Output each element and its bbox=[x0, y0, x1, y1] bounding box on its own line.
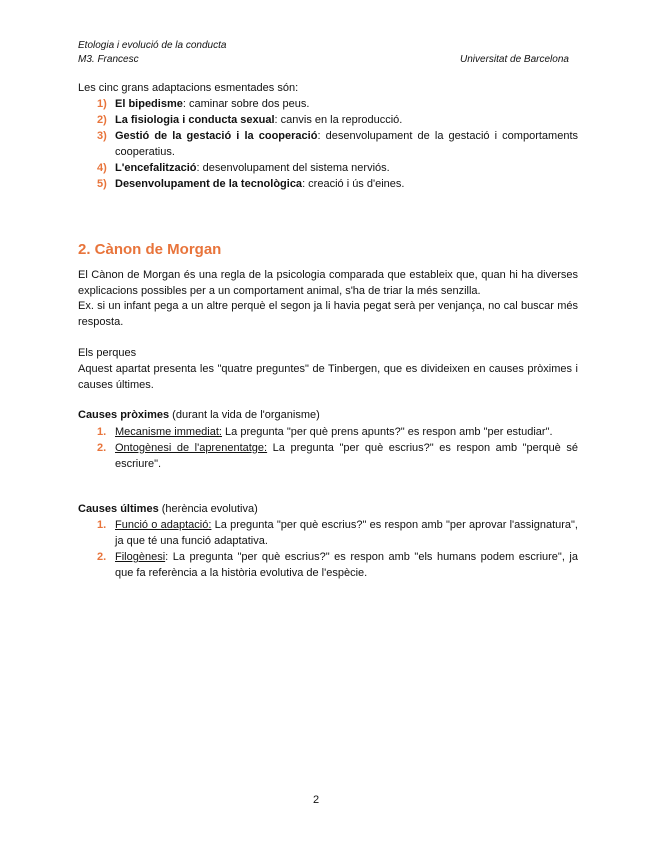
list-text: : La pregunta "per què escrius?" es respon amb "els humans podem escriure", ja que fa referència a la història evolutiva de l'espècie. bbox=[115, 551, 578, 579]
list-term: Filogènesi bbox=[115, 551, 166, 563]
subheading-title: Causes últimes bbox=[78, 503, 159, 515]
list-term: La fisiologia i conducta sexual bbox=[115, 114, 275, 126]
list-item bbox=[78, 176, 578, 192]
subheading-proximate bbox=[78, 407, 320, 423]
adaptations-list bbox=[78, 96, 578, 192]
list-number: 4) bbox=[97, 162, 107, 174]
list-item bbox=[78, 128, 578, 160]
page-number: 2 bbox=[313, 794, 320, 806]
header-course-title: Etologia i evolució de la conducta bbox=[78, 40, 227, 51]
list-number: 2) bbox=[97, 114, 107, 126]
subheading-title: Causes pròximes bbox=[78, 409, 170, 421]
paragraph-definition: El Cànon de Morgan és una regla de la psicologia comparada que estableix que, quan hi ha diverses explicacions possibles per a un comportament animal, s'ha de triar la més senzilla. bbox=[78, 269, 578, 297]
list-item bbox=[78, 96, 578, 112]
list-item bbox=[78, 549, 578, 581]
header-author: M3. Francesc bbox=[78, 54, 139, 65]
list-number: 2. bbox=[97, 551, 107, 563]
header-university: Universitat de Barcelona bbox=[460, 54, 569, 65]
paragraph-label: Els perques bbox=[78, 347, 137, 359]
list-item bbox=[78, 440, 578, 472]
list-term: Mecanisme immediat: bbox=[115, 426, 222, 438]
list-text: La pregunta "per què prens apunts?" es respon amb "per estudiar". bbox=[221, 426, 553, 438]
intro-text: Les cinc grans adaptacions esmentades són: bbox=[78, 82, 299, 94]
list-item bbox=[78, 424, 578, 440]
list-number: 2. bbox=[97, 442, 107, 454]
list-term: Desenvolupament de la tecnològica bbox=[115, 178, 303, 190]
list-item bbox=[78, 160, 578, 176]
list-text: La pregunta "per què escrius?" es respon amb "per aprovar l'assignatura", ja que té una funció adaptativa. bbox=[115, 519, 578, 547]
list-item bbox=[78, 517, 578, 549]
list-number: 1) bbox=[97, 98, 107, 110]
paragraph-tinbergen: Aquest apartat presenta les "quatre preguntes" de Tinbergen, que es divideixen en causes pròximes i causes últimes. bbox=[78, 363, 578, 391]
list-text: : creació i ús d'eines. bbox=[302, 178, 405, 190]
list-term: El bipedisme bbox=[115, 98, 183, 110]
list-item bbox=[78, 112, 578, 128]
subheading-note: (durant la vida de l'organisme) bbox=[169, 409, 320, 421]
list-term: Ontogènesi de l'aprenentatge: bbox=[115, 442, 268, 454]
list-text: La pregunta "per què escrius?" es respon amb "perquè sé escriure". bbox=[115, 442, 578, 470]
paragraph-example: Ex. si un infant pega a un altre perquè el segon ja li havia pegat serà per venjança, no cal buscar més resposta. bbox=[78, 300, 578, 328]
ultimate-causes-list bbox=[78, 517, 578, 581]
list-term: Funció o adaptació: bbox=[115, 519, 212, 531]
list-text: : desenvolupament de la gestació i comportaments cooperatius. bbox=[115, 130, 578, 158]
list-number: 5) bbox=[97, 178, 107, 190]
list-text: : caminar sobre dos peus. bbox=[182, 98, 310, 110]
section-heading: 2. Cànon de Morgan bbox=[78, 241, 222, 258]
list-term: Gestió de la gestació i la cooperació bbox=[115, 130, 318, 142]
list-term: L'encefalització bbox=[115, 162, 197, 174]
subheading-note: (herència evolutiva) bbox=[158, 503, 258, 515]
list-number: 1. bbox=[97, 519, 107, 531]
list-text: : desenvolupament del sistema nerviós. bbox=[196, 162, 390, 174]
list-text: : canvis en la reproducció. bbox=[274, 114, 403, 126]
list-number: 1. bbox=[97, 426, 107, 438]
proximate-causes-list bbox=[78, 424, 578, 472]
subheading-ultimate bbox=[78, 501, 258, 517]
list-number: 3) bbox=[97, 130, 107, 142]
